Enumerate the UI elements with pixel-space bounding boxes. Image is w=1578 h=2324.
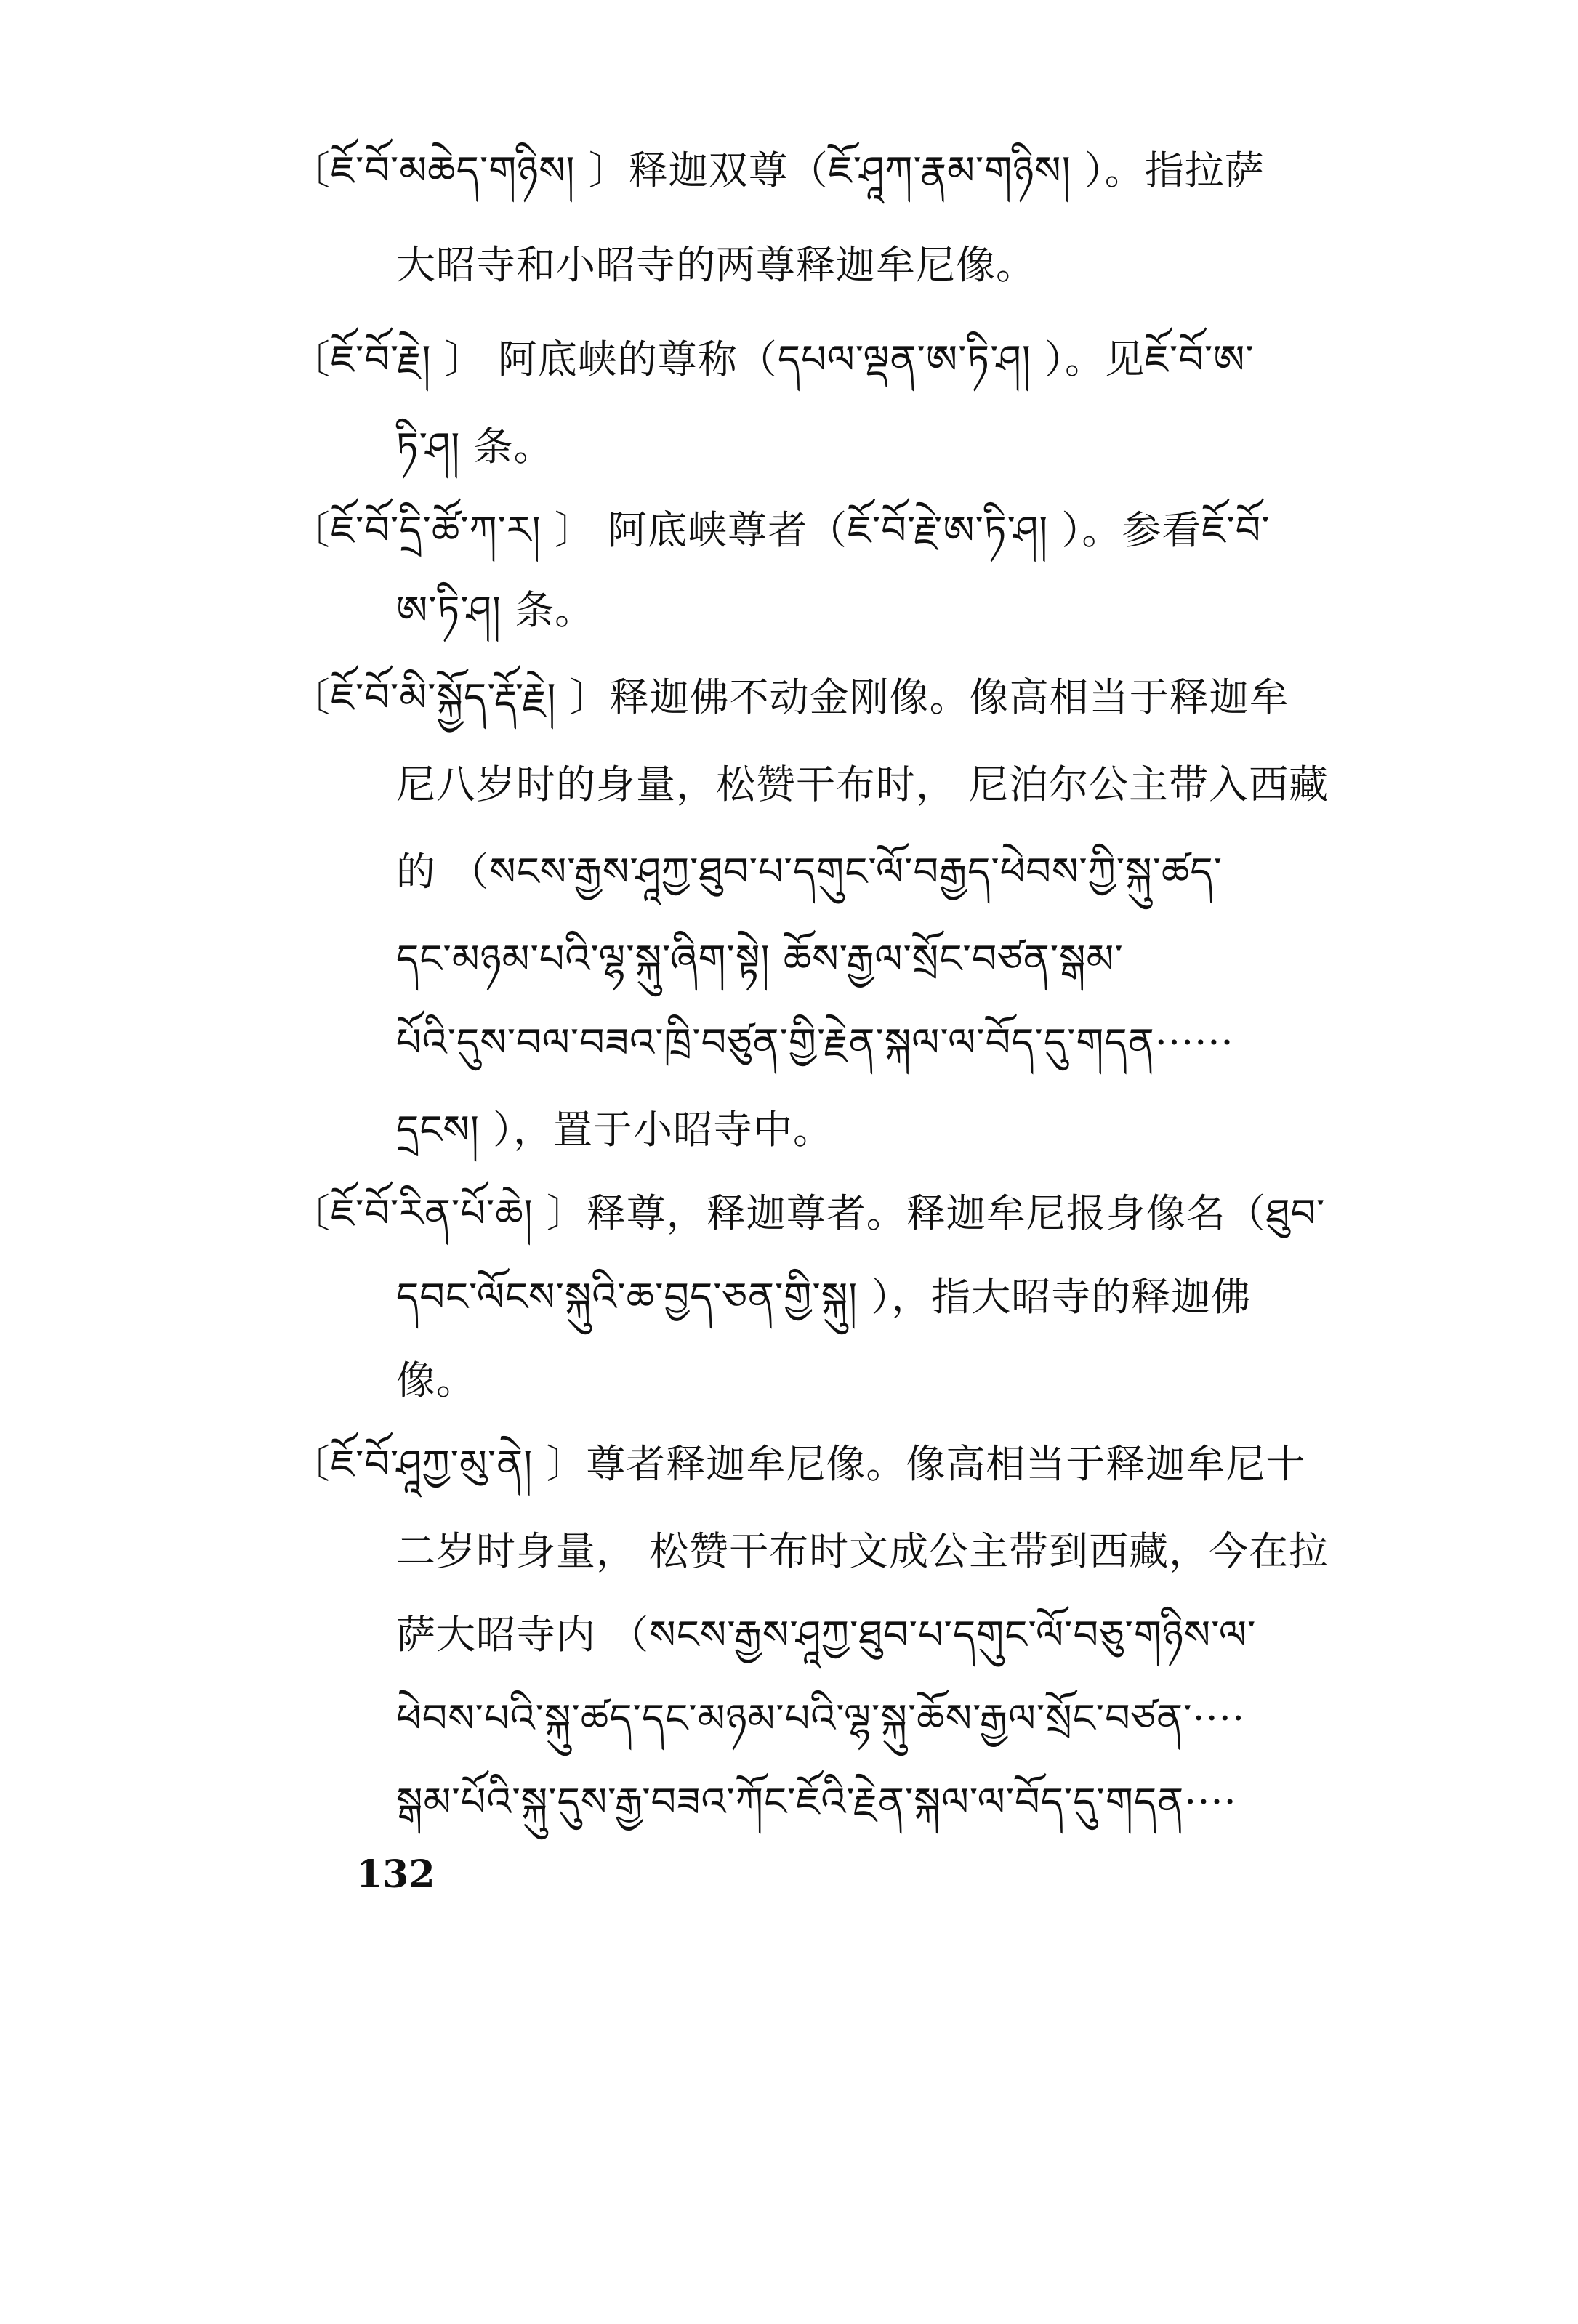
entry-line: དྲངས། ），置于小昭寺中。 — [396, 1107, 834, 1153]
entry-line: ཕེབས་པའི་སྐུ་ཚད་དང་མཉམ་པའི་ལྷ་སྐུ་ཆོས་རྒྱལ་སྲོང་བཙན་···· — [396, 1695, 1246, 1741]
entry-line: 〔ཇོ་བོ་རིན་པོ་ཆེ། 〕释尊，释迦尊者。释迦牟尼报身像名（ཐུབ་ — [291, 1190, 1326, 1236]
entry-line: 尼八岁时的身量，松赞干布时， 尼泊尔公主带入西藏 — [396, 762, 1329, 807]
entry-line: 〔ཇོ་བོ་མཆེད་གཉིས། 〕释迦双尊（ཇོ་ཤཱཀ་རྣམ་གཉིས། ）。指拉萨 — [291, 148, 1265, 193]
entry-line: པོའི་དུས་བལ་བཟའ་ཁྲི་བཙུན་གྱི་རྗེན་སྐལ་ལ་བོད་དུ་གདན······ — [396, 1020, 1234, 1065]
entry-line: 像。 — [396, 1357, 476, 1403]
entry-line: 〔ཇོ་བོ་དྲི་ཚོ་ཀ་ར། 〕 阿底峡尊者（ཇོ་བོ་རྗེ་ཨ་ཏི་ཤ། ）。参看ཇོ་བོ་ — [291, 507, 1271, 553]
entry-line: ཏི་ཤ། 条。 — [396, 424, 554, 469]
entry-line: 〔ཇོ་བོ་མི་སྐྱོད་རྡོ་རྗེ། 〕释迦佛不动金刚像。像高相当于释迦牟 — [291, 674, 1289, 720]
entry-line: 的 （སངས་རྒྱས་ཤཱཀྱ་ཐུབ་པ་དགུང་ལོ་བརྒྱད་ཕེབས་ཀྱི་སྐུ་ཚད་ — [396, 849, 1223, 895]
entry-line: དབང་ལོངས་སྐུའི་ཆ་བྱད་ཅན་གྱི་སྐུ། ），指大昭寺的释迦佛 — [396, 1274, 1252, 1320]
entry-line: དང་མཉམ་པའི་ལྷ་སྐུ་ཞིག་སྟེ། ཆོས་རྒྱལ་སྲོང་བཙན་སྒམ་ — [396, 936, 1124, 982]
entry-line: 〔ཇོ་བོ་རྗེ། 〕 阿底峡的尊称（དཔལ་ལྡན་ཨ་ཏི་ཤ། ）。见ཇོ་བོ་ཨ་ — [291, 336, 1255, 382]
entry-line: 萨大昭寺内 （སངས་རྒྱས་ཤཱཀྱ་ཐུབ་པ་དགུང་ལོ་བཅུ་གཉིས་ལ་ — [396, 1612, 1257, 1658]
page-number: 132 — [356, 1852, 435, 1897]
entry-line: ཨ་ཏི་ཤ། 条。 — [396, 587, 595, 633]
entry-line: སྒམ་པོའི་སྐུ་དུས་རྒྱ་བཟའ་ཀོང་ཇོའི་རྗེན་སྐལ་ལ་བོད་དུ་གདན···· — [396, 1779, 1237, 1825]
entry-line: 大昭寺和小昭寺的两尊释迦牟尼像。 — [396, 242, 1036, 288]
entry-line: 二岁时身量， 松赞干布时文成公主带到西藏，今在拉 — [396, 1528, 1329, 1574]
entry-line: 〔ཇོ་བོ་ཤཱཀྱ་མུ་ནེ། 〕尊者释迦牟尼像。像高相当于释迦牟尼十 — [291, 1441, 1306, 1487]
